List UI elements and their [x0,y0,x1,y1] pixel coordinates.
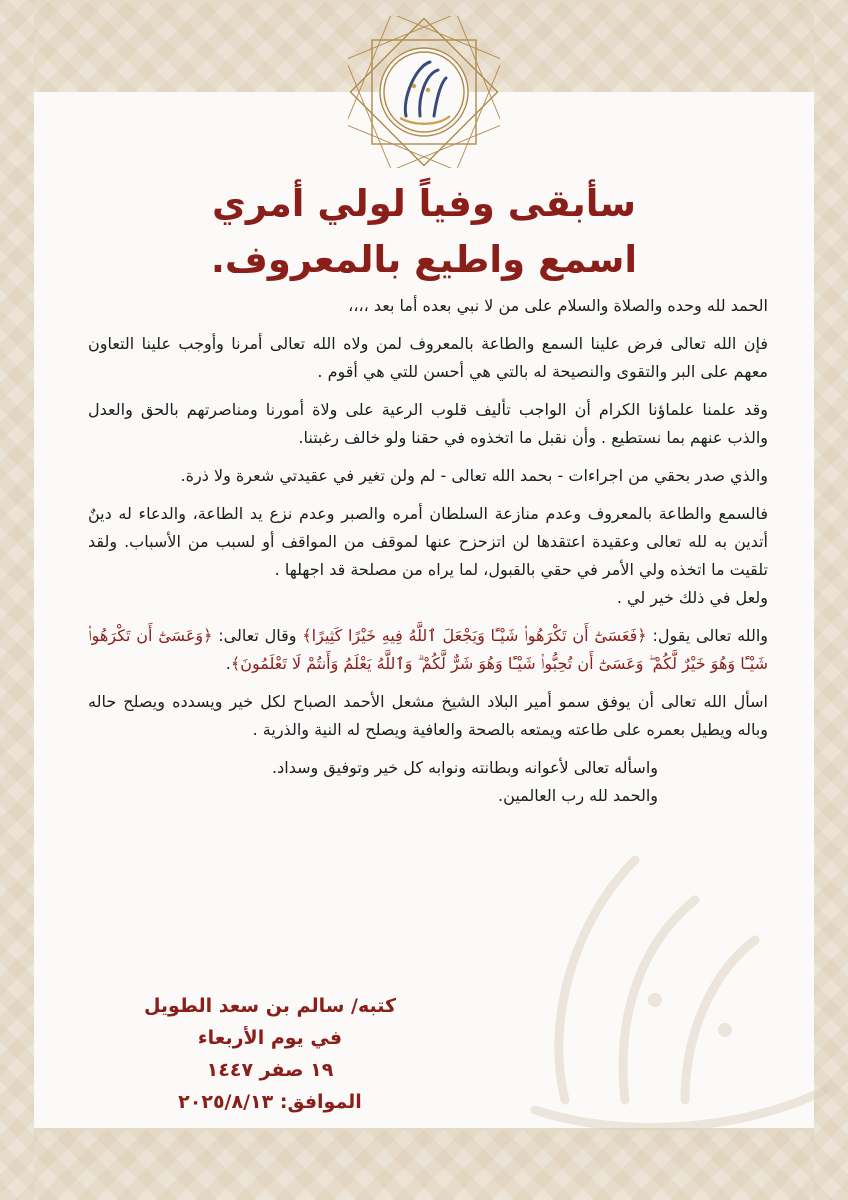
quran-verse-1: ﴿فَعَسَىٰٓ أَن تَكْرَهُوا۟ شَيْـًٔا وَيَجْعَلَ ٱللَّهُ فِيهِ خَيْرًا كَثِيرًا﴾ [302,626,647,645]
letter-body [88,292,768,810]
signature-hijri-date: ١٩ صفر ١٤٤٧ [206,1059,334,1081]
paragraph-quran [88,622,768,678]
paragraph-procedures: والذي صدر بحقي من اجراءات - بحمد الله تعالى - لم ولن تغير في عقيدتي شعرة ولا ذرة. [180,466,768,485]
signature-gregorian-date: الموافق: ٢٠٢٥/٨/١٣ [178,1091,362,1113]
title-line-1: سأبقى وفياً لولي أمري [211,182,637,225]
quran-verse-2: ﴿وَعَسَىٰٓ أَن تَكْرَهُوا۟ شَيْـًٔا وَهُوَ خَيْرٌ لَّكُمْ ۖ وَعَسَىٰٓ أَن تُحِبُّوا۟ شَيْـًٔا وَهُوَ شَرٌّ لَّكُمْ ۗ وَٱللَّهُ يَعْلَمُ وَأَنتُمْ لَا تَعْلَمُونَ﴾ [88,626,768,673]
quran-mid: وقال تعالى: [218,626,297,645]
paragraph-prayer-aides: واسأله تعالى لأعوانه وبطانته ونوابه كل خير وتوفيق وسداد. [272,758,658,777]
quran-end: . [225,654,231,673]
paragraph-prayer-emir: اسأل الله تعالى أن يوفق سمو أمير البلاد الشيخ مشعل الأحمد الصباح لكل خير ويسدده ويصلح حاله وباله ويطيل بعمره على طاعته ويمتعه بالصحة والعافية ويصلح له النية والذرية . [88,692,768,739]
paragraph-scholars: وقد علمنا علماؤنا الكرام أن الواجب تأليف قلوب الرعية على ولاة أمورنا ومناصرتهم بالحق والعدل والذب عنهم بما نستطيع . وأن نقبل ما اتخذوه في حقنا ولو خالف رغبتنا. [88,400,768,447]
paragraph-obligation: فإن الله تعالى فرض علينا السمع والطاعة بالمعروف لمن ولاه الله تعالى أمرنا وأوجب علينا التعاون معهم على البر والتقوى والنصيحة له بالتي هي أحسن للتي هي أقوم . [88,334,768,381]
paragraph-opening: الحمد لله وحده والصلاة والسلام على من لا نبي بعده أما بعد ،،،، [348,296,768,315]
paragraph-obedience: فالسمع والطاعة بالمعروف وعدم منازعة السلطان أمره والصبر وعدم نزع يد الطاعة، والدعاء له دينٌ أتدين به لله تعالى وعقيدة اعتقدها لن اتزحزح عنها لموقف من المواقف أو لسبب من الأسباب. ولقد تلقيت ما اتخذه ولي الأمر في حقي بالقبول، لما يراه من مصلحة قد اجهلها . [88,504,768,579]
paragraph-closing: والحمد لله رب العالمين. [498,786,658,805]
watermark-calligraphy-icon [505,800,845,1130]
title-line-2: اسمع واطيع بالمعروف. [210,238,638,281]
signature-day: في يوم الأربعاء [197,1027,343,1049]
signature-block [140,990,400,1118]
ornamental-logo-icon [348,16,500,168]
quran-intro: والله تعالى يقول: [652,626,768,645]
page-title [0,176,848,288]
bottom-ornamental-border [0,1128,848,1200]
paragraph-good: ولعل في ذلك خير لي . [616,588,768,607]
signature-author: كتبه/ سالم بن سعد الطويل [143,995,397,1017]
